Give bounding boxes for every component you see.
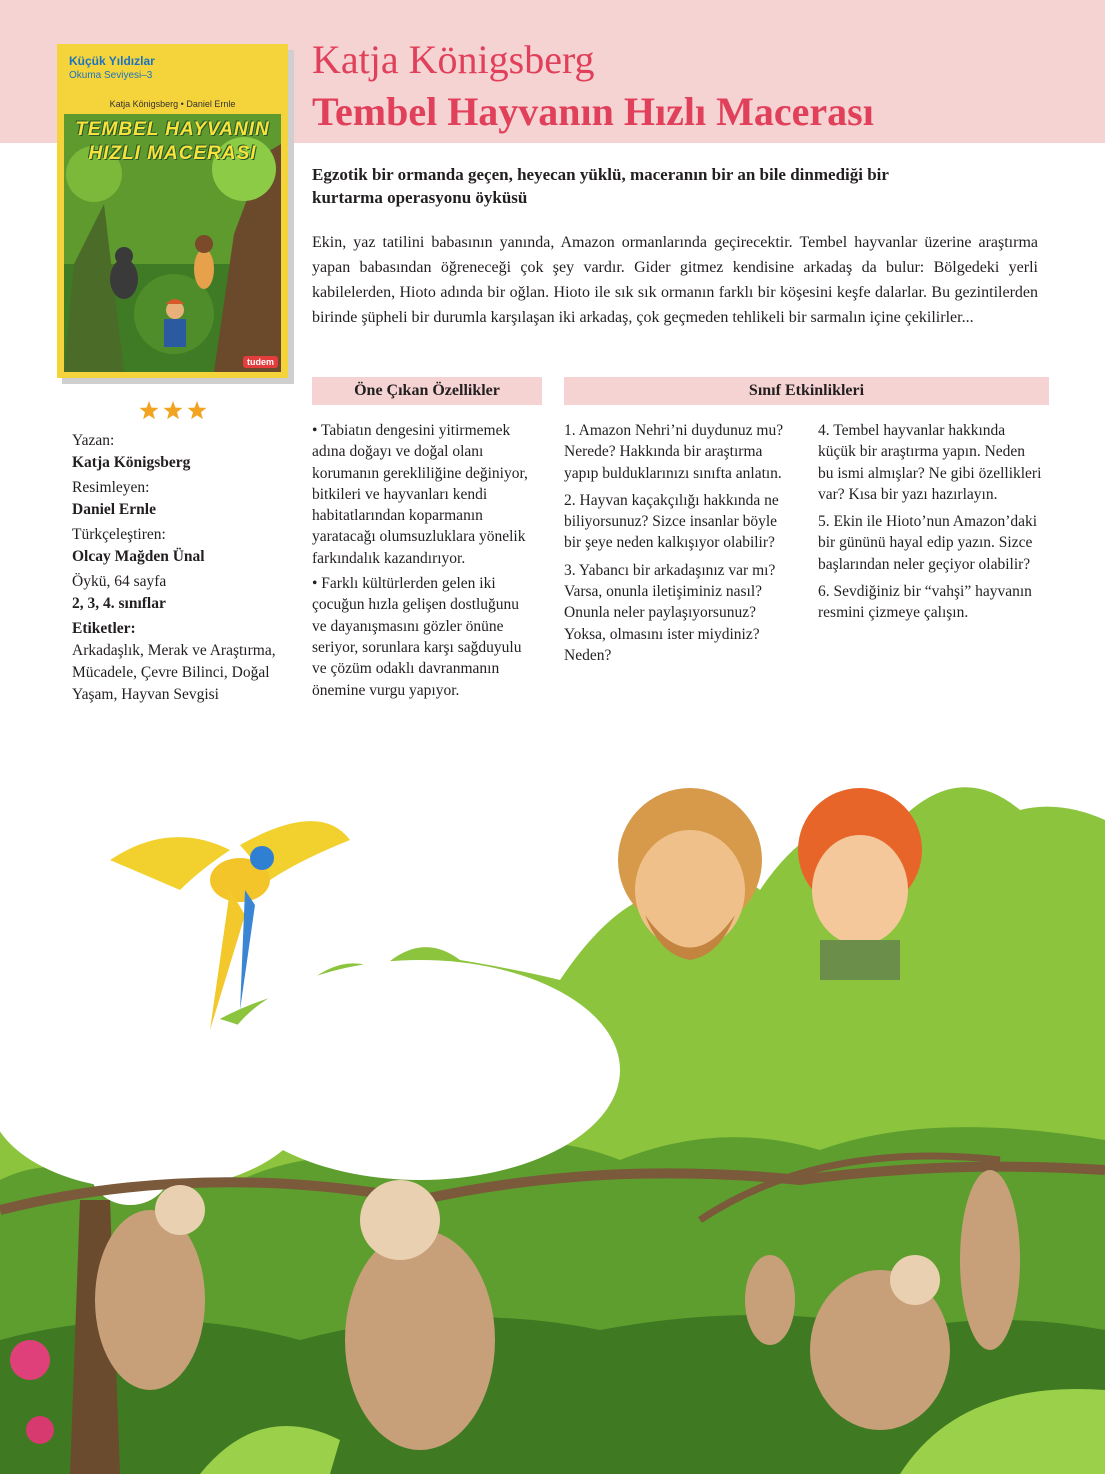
book-cover	[57, 44, 288, 378]
cover-title-line1: TEMBEL HAYVANIN	[75, 119, 270, 140]
cover-publisher-logo: tudem	[243, 356, 278, 368]
activities-heading: Sınıf Etkinlikleri	[564, 377, 1049, 405]
lead-text: Egzotik bir ormanda geçen, heyecan yüklü, maceranın bir an bile dinmediği bir kurtarma operasyonu öyküsü	[312, 165, 889, 207]
cover-level: Okuma Seviyesi–3	[69, 70, 153, 81]
activity-item: 2. Hayvan kaçakçılığı hakkında ne biliyorsunuz? Sizce insanlar böyle bir şeye neden kalkışıyor olabilir?	[564, 491, 779, 552]
translator-label: Türkçeleştiren:	[72, 526, 166, 543]
activities-column-1	[564, 420, 790, 672]
tags-label: Etiketler:	[72, 620, 136, 637]
meta-tags: Arkadaşlık, Merak ve Araştırma, Mücadele, Çevre Bilinci, Doğal Yaşam, Hayvan Sevgisi	[72, 642, 276, 703]
meta-author: Katja Königsberg	[72, 454, 191, 471]
book-meta	[72, 430, 282, 706]
activities-column-2	[818, 420, 1044, 630]
activity-item: 4. Tembel hayvanlar hakkında küçük bir araştırma yapın. Neden bu ismi almışlar? Ne gibi özellikleri var? Kısa bir yazı hazırlayın.	[818, 422, 1042, 503]
difficulty-rating	[138, 400, 210, 422]
meta-grades: 2, 3, 4. sınıflar	[72, 595, 166, 612]
cover-authors: Katja Königsberg • Daniel Ernle	[109, 99, 236, 109]
features-list	[312, 420, 534, 705]
author-label: Yazan:	[72, 432, 115, 449]
meta-format: Öykü, 64 sayfa	[72, 573, 167, 590]
activity-item: 3. Yabancı bir arkadaşınız var mı? Varsa, onunla iletişiminiz nasıl? Onunla neler paylaşıyorsunuz? Yoksa, olmasını ister miydiniz? Neden?	[564, 561, 776, 664]
meta-illustrator: Daniel Ernle	[72, 501, 156, 518]
activity-item: 1. Amazon Nehri’ni duydunuz mu? Nerede? Hakkında bir araştırma yapıp bulduklarınızı sınıfta anlatın.	[564, 422, 784, 482]
illustrator-label: Resimleyen:	[72, 479, 150, 496]
jungle-illustration	[0, 740, 1105, 1474]
author-name: Katja Königsberg	[312, 37, 595, 82]
cover-series: Küçük Yıldızlar	[69, 54, 155, 68]
star-icon	[139, 401, 158, 419]
star-icon	[163, 401, 182, 419]
features-heading: Öne Çıkan Özellikler	[312, 377, 542, 405]
book-title: Tembel Hayvanın Hızlı Macerası	[312, 89, 874, 134]
summary-text: Ekin, yaz tatilini babasının yanında, Amazon ormanlarında geçirecektir. Tembel hayvanlar üzerine araştırma yapan babasından öğreneceği çok şey vardır. Gider gitmez kendisine arkadaş da bulur: Bölgedeki yerli kabilelerden, Hioto adında bir oğlan. Hioto ile sık sık ormanın farklı bir köşesini keşfe dalarlar. Bu gezintilerden birinde şüpheli bir durumla karşılaşan iki arkadaş, çok geçmeden tehlikeli bir sarmalın içine çekilirler...	[312, 234, 1038, 326]
cover-title-line2: HIZLI MACERASI	[88, 143, 257, 164]
feature-item: • Tabiatın dengesini yitirmemek adına doğayı ve doğal olanı korumanın gerekliliğine değiniyor, bitkileri ve hayvanları kendi habitatlarından koparmanın yaratacağı olumsuzluklara yönelik farkındalık kazandırıyor.	[312, 422, 528, 567]
feature-item: • Farklı kültürlerden gelen iki çocuğun hızla gelişen dostluğunu ve dayanışmasını gözler önüne seriyor, sorunlara karşı sağduyulu ve çözüm odaklı davranmanın önemine vurgu yapıyor.	[312, 575, 522, 699]
meta-translator: Olcay Mağden Ünal	[72, 548, 205, 565]
pink-flower	[10, 1340, 50, 1380]
cover-title	[57, 118, 288, 166]
star-icon	[187, 401, 206, 419]
pink-flower	[26, 1416, 54, 1444]
activity-item: 5. Ekin ile Hioto’nun Amazon’daki bir gününü hayal edip yazın. Sizce başlarından neler geçiyor olabilir?	[818, 513, 1038, 573]
activity-item: 6. Sevdiğiniz bir “vahşi” hayvanın resmini çizmeye çalışın.	[818, 583, 1032, 622]
